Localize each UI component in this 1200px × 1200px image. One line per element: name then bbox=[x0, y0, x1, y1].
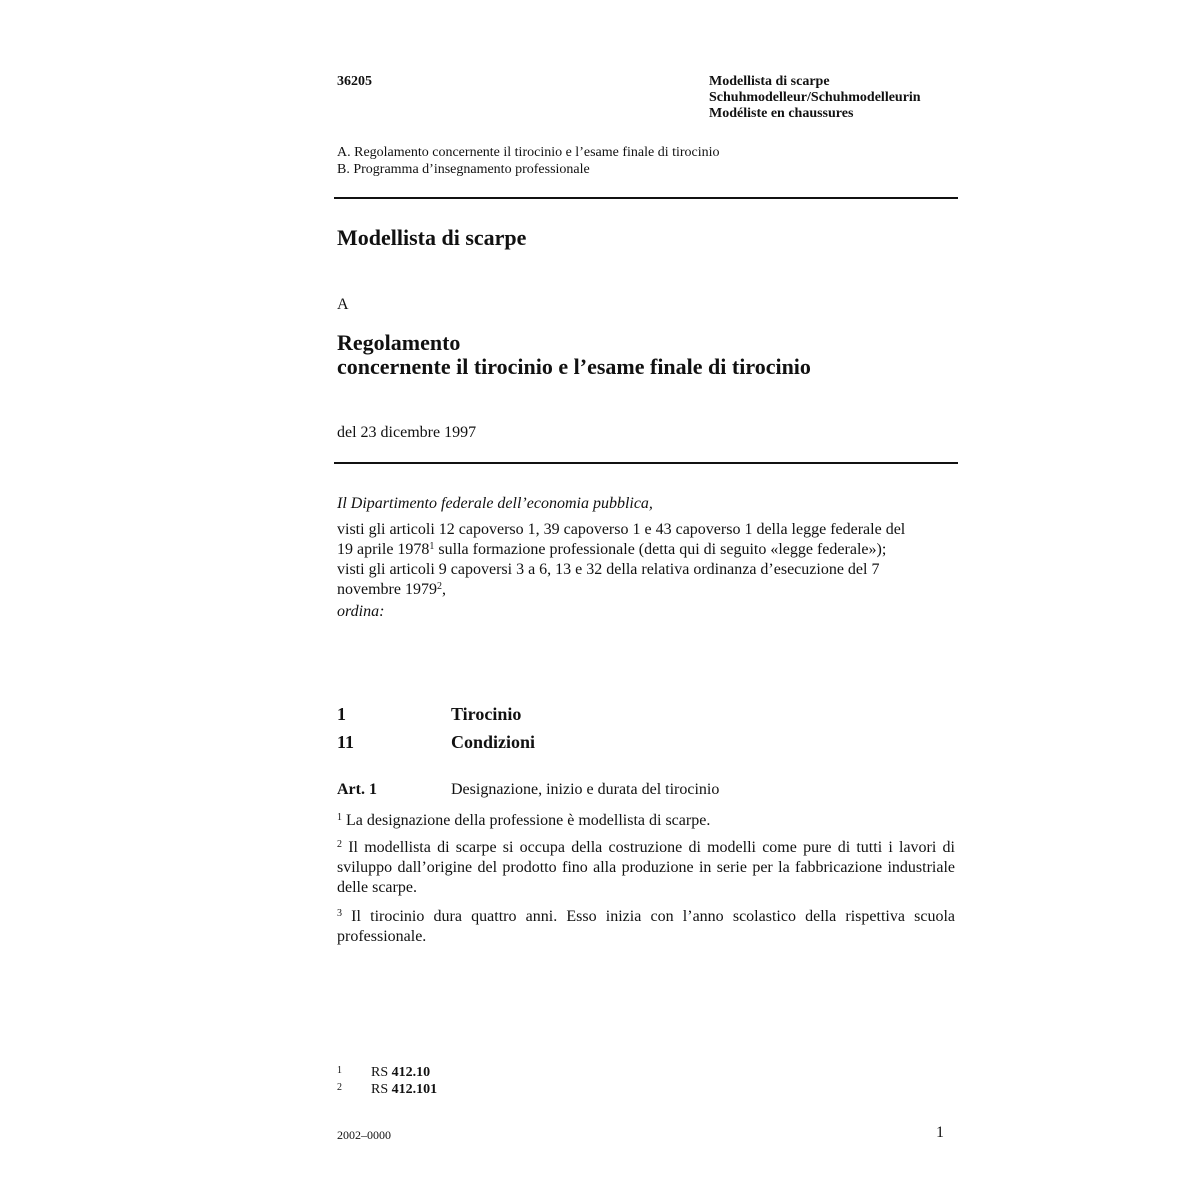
subsection-number: 11 bbox=[337, 732, 355, 752]
footnote-item bbox=[337, 1063, 437, 1080]
page-number: 1 bbox=[936, 1124, 944, 1141]
contents-item-b: B. Programma d’insegnamento professionale bbox=[337, 161, 590, 177]
paragraph-text: Il tirocinio dura quattro anni. Esso inizia con l’anno scolastico della rispettiva scuola professionale. bbox=[337, 908, 955, 945]
section-title: Tirocinio bbox=[451, 704, 522, 724]
paragraph-number: 2 bbox=[337, 839, 342, 850]
preamble bbox=[337, 494, 917, 622]
preamble-ordina: ordina: bbox=[337, 603, 385, 620]
article-paragraph bbox=[337, 811, 955, 831]
article-paragraph bbox=[337, 838, 955, 898]
contents-item-a: A. Regolamento concernente il tirocinio e l’esame finale di tirocinio bbox=[337, 145, 720, 160]
footnote-mark: 2 bbox=[337, 1082, 342, 1093]
section-number: 1 bbox=[337, 704, 346, 724]
page-title: Modellista di scarpe bbox=[337, 225, 527, 250]
preamble-authority: Il Dipartimento federale dell’economia pubblica, bbox=[337, 495, 653, 512]
preamble-visti-2 bbox=[337, 560, 917, 600]
paragraph-text: Il modellista di scarpe si occupa della costruzione di modelli come pure di tutti i lavori di sviluppo dall’origine del prodotto fino alla produzione in serie per la fabbricazione industriale delle scarpe. bbox=[337, 839, 955, 896]
footer-code: 2002–0000 bbox=[337, 1128, 391, 1142]
article-heading bbox=[337, 781, 719, 799]
footnote-reference: 412.10 bbox=[391, 1065, 431, 1080]
header-title-fr: Modéliste en chaussures bbox=[709, 106, 854, 121]
paragraph-number: 1 bbox=[337, 812, 342, 823]
preamble-visti-2-text-end: , bbox=[441, 581, 446, 598]
header-titles bbox=[709, 74, 921, 122]
contents-list bbox=[337, 145, 720, 178]
article-number: Art. 1 bbox=[337, 781, 377, 798]
article-title: Designazione, inizio e durata del tirocinio bbox=[451, 781, 720, 798]
footnotes bbox=[337, 1063, 437, 1097]
regulation-title-line1: Regolamento bbox=[337, 330, 461, 355]
preamble-visti-1-text-end: sulla formazione professionale (detta qui di seguito «legge federale»); bbox=[434, 541, 887, 558]
footnote-ref-2: 2 bbox=[436, 581, 442, 592]
footnote-prefix: RS bbox=[371, 1082, 392, 1097]
subsection-title: Condizioni bbox=[451, 732, 536, 752]
part-letter: A bbox=[337, 296, 349, 313]
document-number: 36205 bbox=[337, 74, 372, 89]
header-title-de: Schuhmodelleur/Schuhmodelleurin bbox=[709, 90, 921, 105]
regulation-title-line2: concernente il tirocinio e l’esame finale di tirocinio bbox=[337, 354, 811, 379]
article-paragraph bbox=[337, 907, 955, 947]
footnote-item bbox=[337, 1080, 437, 1097]
divider-bottom bbox=[334, 462, 958, 464]
footnote-reference: 412.101 bbox=[391, 1082, 438, 1097]
footnote-prefix: RS bbox=[371, 1065, 392, 1080]
preamble-visti-1 bbox=[337, 520, 917, 560]
regulation-title bbox=[337, 331, 811, 379]
section-heading bbox=[337, 704, 521, 725]
subsection-heading bbox=[337, 732, 535, 753]
divider-top bbox=[334, 197, 958, 199]
regulation-date: del 23 dicembre 1997 bbox=[337, 424, 477, 441]
preamble-visti-2-text: visti gli articoli 9 capoversi 3 a 6, 13 e 32 della relativa ordinanza d’esecuzione del 7 novembre 1979 bbox=[337, 561, 880, 598]
footnote-mark: 1 bbox=[337, 1065, 342, 1076]
footnote-ref-1: 1 bbox=[429, 541, 435, 552]
paragraph-text: La designazione della professione è modellista di scarpe. bbox=[342, 812, 711, 829]
preamble-visti-1-text: visti gli articoli 12 capoverso 1, 39 capoverso 1 e 43 capoverso 1 della legge federale del 19 aprile 1978 bbox=[337, 521, 906, 558]
paragraph-number: 3 bbox=[337, 908, 342, 919]
header-title-it: Modellista di scarpe bbox=[709, 74, 830, 89]
